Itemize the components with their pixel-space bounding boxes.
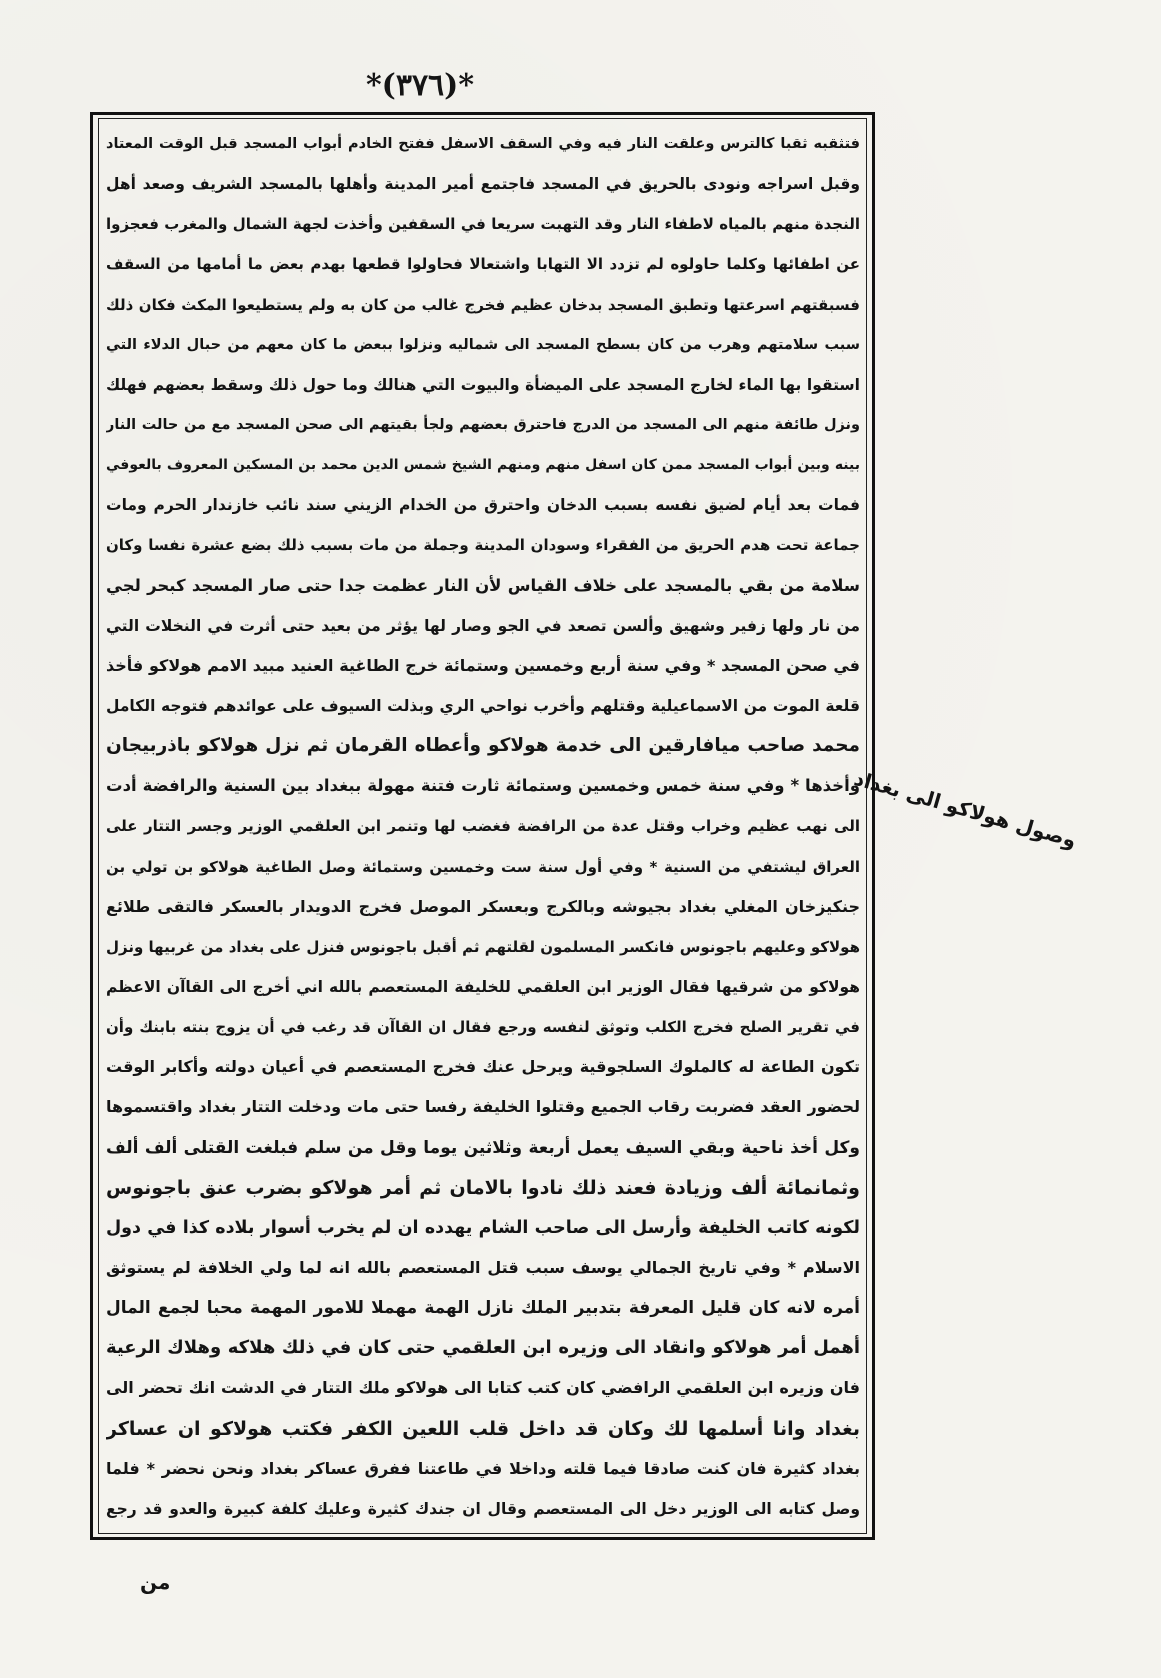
text-line: وصل كتابه الى الوزير دخل الى المستعصم وقال ان جندك كثيرة وعليك كلفة كبيرة والعدو قد رجع bbox=[106, 1499, 860, 1518]
text-line: جنكيزخان المغلي بغداد بجيوشه وبالكرج وبعسكر الموصل فخرج الدويدار بالعسكر فالتقى طلائع bbox=[106, 896, 860, 916]
text-line: وأخذها * وفي سنة خمس وخمسين وستمائة ثارت فتنة مهولة ببغداد بين السنية والرافضة أدت bbox=[106, 776, 860, 796]
text-line: فمات بعد أيام لضيق نفسه بسبب الدخان واحترق من الخدام الزيني سند نائب خازندار الحرم ومات bbox=[106, 496, 860, 515]
text-line: استقوا بها الماء لخارج المسجد على الميضأة والبيوت التي هنالك وما حول ذلك وسقط بعضهم فهلك bbox=[106, 375, 860, 394]
text-line: لكونه كاتب الخليفة وأرسل الى صاحب الشام يهدده ان لم يخرب أسوار بلاده كذا في دول bbox=[106, 1217, 860, 1238]
text-line: جماعة تحت هدم الحريق من الفقراء وسودان المدينة وجملة من مات بسبب ذلك بضع عشرة نفسا وكان bbox=[106, 536, 860, 555]
text-line: من نار ولها زفير وشهيق وألسن تصعد في الجو وصار لها يؤثر من بعيد حتى أثرت في النخلات التي bbox=[106, 616, 860, 635]
text-line: العراق ليشتفي من السنية * وفي أول سنة ست وخمسين وستمائة وصل الطاغية هولاكو بن تولي بن bbox=[106, 857, 860, 876]
page-number: *(٣٧٦)* bbox=[365, 68, 475, 103]
text-line: ونزل طائفة منهم الى المسجد من الدرج فاحترق بعضهم ولجأ بقيتهم الى صحن المسجد مع من حالت النار bbox=[106, 416, 860, 433]
text-line: تكون الطاعة له كالملوك السلجوقية ويرحل عنك فخرج المستعصم في أعيان دولته وأكابر الوقت bbox=[106, 1057, 860, 1077]
catchword: من bbox=[140, 1570, 171, 1594]
text-line: النجدة منهم بالمياه لاطفاء النار وقد التهبت سريعا في السقفين وأخذت لجهة الشمال والمغرب فعجزوا bbox=[106, 215, 860, 234]
main-text-block bbox=[106, 124, 860, 1528]
text-line: بغداد كثيرة فان كنت صادقا فيما قلته وداخلا في طاعتنا ففرق عساكر بغداد ونحن نحضر * فلما bbox=[106, 1458, 860, 1478]
text-line: الاسلام * وفي تاريخ الجمالي يوسف سبب قتل المستعصم بالله انه لما ولي الخلافة لم يستوثق bbox=[106, 1257, 860, 1277]
text-line: وكل أخذ ناحية وبقي السيف يعمل أربعة وثلاثين يوما وقل من سلم فبلغت القتلى ألف ألف bbox=[106, 1137, 860, 1158]
text-line: فتثقبه ثقبا كالترس وعلقت النار فيه وفي السقف الاسفل ففتح الخادم أبواب المسجد قبل الوقت المعتاد bbox=[106, 136, 860, 152]
text-line: وثمانمائة ألف وزيادة فعند ذلك نادوا بالامان ثم أمر هولاكو بضرب عنق باجونوس bbox=[106, 1176, 860, 1199]
text-line: عن اطفائها وكلما حاولوه لم تزدد الا التهابا واشتعالا فحاولوا قطعها بهدم بعض ما أمامها من السقف bbox=[106, 255, 860, 274]
text-line: وقبل اسراجه ونودى بالحريق في المسجد فاجتمع أمير المدينة وأهلها بالمسجد الشريف وصعد أهل bbox=[106, 175, 860, 194]
text-line: أمره لانه كان قليل المعرفة بتدبير الملك نازل الهمة مهملا للامور المهمة محبا لجمع المال bbox=[106, 1298, 860, 1319]
text-line: في صحن المسجد * وفي سنة أربع وخمسين وستمائة خرج الطاغية العنيد مبيد الامم هولاكو فأخذ bbox=[106, 655, 860, 675]
text-line: فان وزيره ابن العلقمي الرافضي كان كتب كتابا الى هولاكو ملك التتار في الدشت انك تحضر الى bbox=[106, 1378, 860, 1398]
text-line: محمد صاحب ميافارقين الى خدمة هولاكو وأعطاه القرمان ثم نزل هولاكو باذربيجان bbox=[106, 735, 860, 757]
text-line: الى نهب عظيم وخراب وقتل عدة من الرافضة فغضب لها وتنمر ابن العلقمي الوزير وجسر التتار على bbox=[106, 817, 860, 836]
margin-note: وصول هولاكو الى بغداد bbox=[851, 765, 1080, 853]
text-line: لحضور العقد فضربت رقاب الجميع وقتلوا الخليفة رفسا حتى مات ودخلت التتار بغداد واقتسموها bbox=[106, 1097, 860, 1117]
text-line: أهمل أمر هولاكو وانقاد الى وزيره ابن العلقمي حتى كان في ذلك هلاكه وهلاك الرعية bbox=[106, 1337, 860, 1359]
text-line: سلامة من بقي بالمسجد على خلاف القياس لأن النار عظمت جدا حتى صار المسجد كبحر لجي bbox=[106, 575, 860, 595]
text-line: فسبقتهم اسرعتها وتطبق المسجد بدخان عظيم فخرج غالب من كان به ولم يستطيعوا المكث فكان ذلك bbox=[106, 295, 860, 314]
text-line: هولاكو من شرقيها فقال الوزير ابن العلقمي للخليفة المستعصم بالله اني أخرج الى القاآن الاعظم bbox=[106, 977, 860, 996]
text-line: سبب سلامتهم وهرب من كان بسطح المسجد الى شماليه ونزلوا ببعض ما كان معهم من حبال الدلاء التي bbox=[106, 336, 860, 353]
text-line: هولاكو وعليهم باجونوس فانكسر المسلمون لقلتهم ثم أقبل باجونوس فنزل على بغداد من غربيها ونزل bbox=[106, 937, 860, 956]
text-line: بينه وبين أبواب المسجد ممن كان اسفل منهم ومنهم الشيخ شمس الدين محمد بن المسكين المعروف بالعوفي bbox=[106, 457, 860, 474]
text-line: قلعة الموت من الاسماعيلية وقتلهم وأخرب نواحي الري وبذلت السيوف على عوائدهم فتوجه الكامل bbox=[106, 696, 860, 715]
text-line: في تقرير الصلح فخرج الكلب وتوثق لنفسه ورجع فقال ان القاآن قد رغب في أن يزوج بنته بابنك وأن bbox=[106, 1018, 860, 1037]
text-line: بغداد وانا أسلمها لك وكان قد داخل قلب اللعين الكفر فكتب هولاكو ان عساكر bbox=[106, 1417, 860, 1440]
